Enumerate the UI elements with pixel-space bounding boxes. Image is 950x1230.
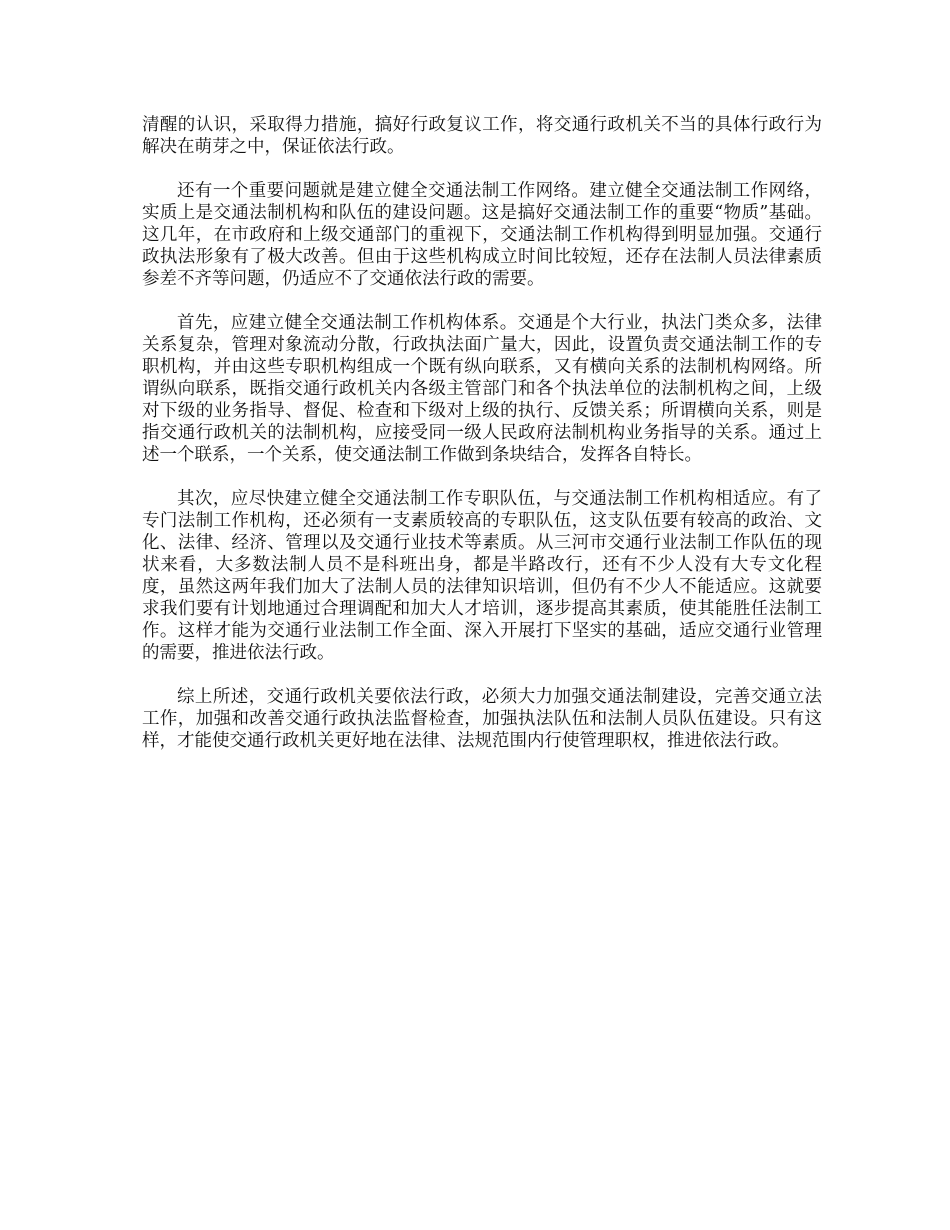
paragraph-first-institution-system: 首先，应建立健全交通法制工作机构体系。交通是个大行业，执法门类众多，法律关系复杂，管理对象流动分散，行政执法面广量大，因此，设置负责交通法制工作的专职机构，并由这些专职机构组成一个既有纵向联系，又有横向关系的法制机构网络。所谓纵向联系，既指交通行政机关内各级主管部门和各个执法单位的法制机构之间，上级对下级的业务指导、督促、检查和下级对上级的执行、反馈关系；所谓横向关系，则是指交通行政机关的法制机构，应接受同一级人民政府法制机构业务指导的关系。通过上述一个联系，一个关系，使交通法制工作做到条块结合，发挥各自特长。 <box>142 313 822 465</box>
paragraph-legal-network: 还有一个重要问题就是建立健全交通法制工作网络。建立健全交通法制工作网络，实质上是交通法制机构和队伍的建设问题。这是搞好交通法制工作的重要“物质”基础。这几年，在市政府和上级交通部门的重视下，交通法制工作机构得到明显加强。交通行政执法形象有了极大改善。但由于这些机构成立时间比较短，还存在法制人员法律素质参差不齐等问题，仍适应不了交通依法行政的需要。 <box>142 181 822 289</box>
paragraph-second-professional-team: 其次，应尽快建立健全交通法制工作专职队伍，与交通法制工作机构相适应。有了专门法制工作机构，还必须有一支素质较高的专职队伍，这支队伍要有较高的政治、文化、法律、经济、管理以及交通行业技术等素质。从三河市交通行业法制工作队伍的现状来看，大多数法制人员不是科班出身，都是半路改行，还有不少人没有大专文化程度，虽然这两年我们加大了法制人员的法律知识培训，但仍有不少人不能适应。这就要求我们要有计划地通过合理调配和加大人才培训，逐步提高其素质，使其能胜任法制工作。这样才能为交通行业法制工作全面、深入开展打下坚实的基础，适应交通行业管理的需要，推进依法行政。 <box>142 489 822 663</box>
paragraph-continued: 清醒的认识，采取得力措施，搞好行政复议工作，将交通行政机关不当的具体行政行为解决在萌芽之中，保证依法行政。 <box>142 115 822 157</box>
paragraph-conclusion: 综上所述，交通行政机关要依法行政，必须大力加强交通法制建设，完善交通立法工作，加强和改善交通行政执法监督检查，加强执法队伍和法制人员队伍建设。只有这样，才能使交通行政机关更好地在法律、法规范围内行使管理职权，推进依法行政。 <box>142 687 822 751</box>
document-body <box>142 114 822 774</box>
